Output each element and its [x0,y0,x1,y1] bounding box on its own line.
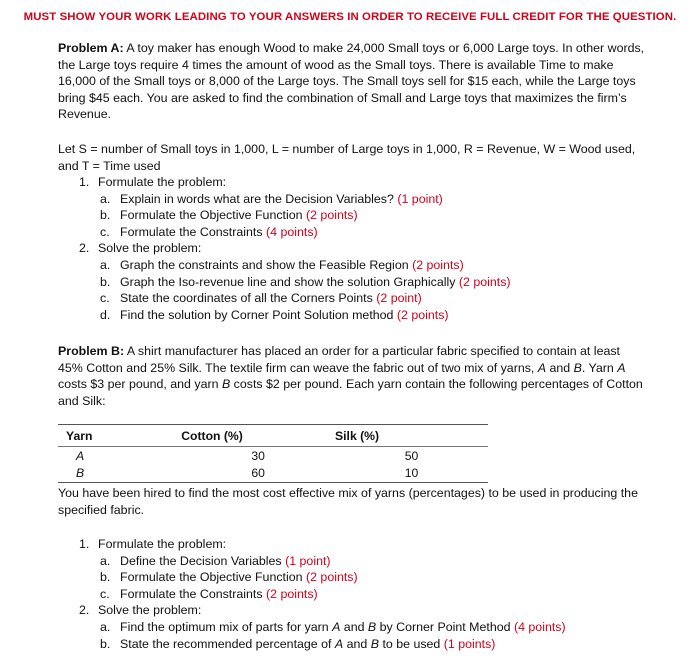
problem-a-task-list [58,174,648,323]
points-label: (1 point) [285,553,331,568]
problem-b-tasks [58,536,648,652]
list-item: a. Define the Decision Variables (1 point) [100,553,331,568]
problem-a-heading: Problem A: [58,41,124,55]
table-cell: 50 [404,448,419,463]
instructions-banner: MUST SHOW YOUR WORK LEADING TO YOUR ANSWERS IN ORDER TO RECEIVE FULL CREDIT FOR THE QUESTION. [23,11,677,23]
points-label: (2 point) [376,291,422,306]
table-cell: 30 [251,448,265,463]
problem-b-hired-text: You have been hired to find the most cost effective mix of yarns (percentages) to be used in producing the specified fabric. [58,486,638,517]
list-item: 2. Solve the problem: [79,603,202,618]
problem-a-text: A toy maker has enough Wood to make 24,000 Small toys or 6,000 Large toys. In other words, the Large toys require 4 times the amount of wood as the Small toys. There is available Time to make 16,000 of the Small toys or 8,000 of the Large toys. The Small toys sell for $15 each, while the Large toys bring $45 each. You are asked to find the combination of Small and Large toys that maximizes the firm’s Revenue. [58,41,645,122]
problem-b-task-list [58,536,648,652]
list-item: c. Formulate the Constraints (4 points) [100,224,318,239]
list-item: b. State the recommended percentage of A and B to be used (1 points) [100,636,496,651]
column-header-silk: Silk (%) [335,425,488,447]
points-label: (2 points) [266,586,318,601]
list-item: 2. Solve the problem: [79,241,202,256]
points-label: (4 points) [513,619,566,634]
points-label: (1 points) [443,636,496,651]
table-cell: B [58,464,181,482]
list-item: 1. Formulate the problem: [79,537,227,551]
list-item: b. Graph the Iso-revenue line and show the solution Graphically (2 points) [100,274,511,289]
list-item: c. State the coordinates of all the Corners Points (2 point) [100,291,422,306]
list-item: a. Graph the constraints and show the Feasible Region (2 points) [100,257,464,272]
problem-a-statement [58,40,648,123]
list-item: 1. Formulate the problem: [79,175,227,189]
problem-a-definitions-block [58,141,648,174]
table-cell: A [76,448,85,463]
points-label: (2 points) [305,570,358,585]
table-row [58,446,488,464]
points-label: (2 points) [458,274,511,289]
yarn-composition-table [58,424,488,483]
problem-b [58,343,648,409]
table-header-row [58,425,488,447]
list-item: a. Find the optimum mix of parts for yarn A and B by Corner Point Method (4 points) [100,619,566,634]
points-label: (2 points) [412,257,464,272]
table-row [58,464,488,482]
list-item: a. Explain in words what are the Decision Variables? (1 point) [100,191,443,206]
problem-b-heading: Problem B: [58,344,125,358]
column-header-cotton: Cotton (%) [181,425,335,447]
problem-a-tasks [58,174,648,323]
list-item: b. Formulate the Objective Function (2 points) [100,570,358,585]
problem-a-definitions: Let S = number of Small toys in 1,000, L = number of Large toys in 1,000, R = Revenue, W = Wood used, and T = Time used [58,142,636,173]
table-cell: 10 [335,464,488,482]
points-label: (2 points) [305,208,358,223]
table-cell: 60 [181,464,335,482]
problem-b-task-intro [58,485,648,518]
points-label: (2 points) [396,307,449,322]
list-item: c. Formulate the Constraints (2 points) [100,586,318,601]
list-item: d. Find the solution by Corner Point Solution method (2 points) [100,307,449,322]
problem-a [58,40,648,123]
problem-b-statement: Problem B: A shirt manufacturer has placed an order for a particular fabric specified to contain at least 45% Cotton and 25% Silk. The textile firm can weave the fabric out of two mix of yarns, A and B. Yarn A costs $3 per pound, and yarn B costs $2 per pound. Each yarn contain the following percentages of Cotton and Silk: [58,344,643,408]
column-header-yarn: Yarn [58,425,181,447]
points-label: (1 point) [397,191,443,206]
points-label: (4 points) [266,224,318,239]
list-item: b. Formulate the Objective Function (2 points) [100,208,358,223]
